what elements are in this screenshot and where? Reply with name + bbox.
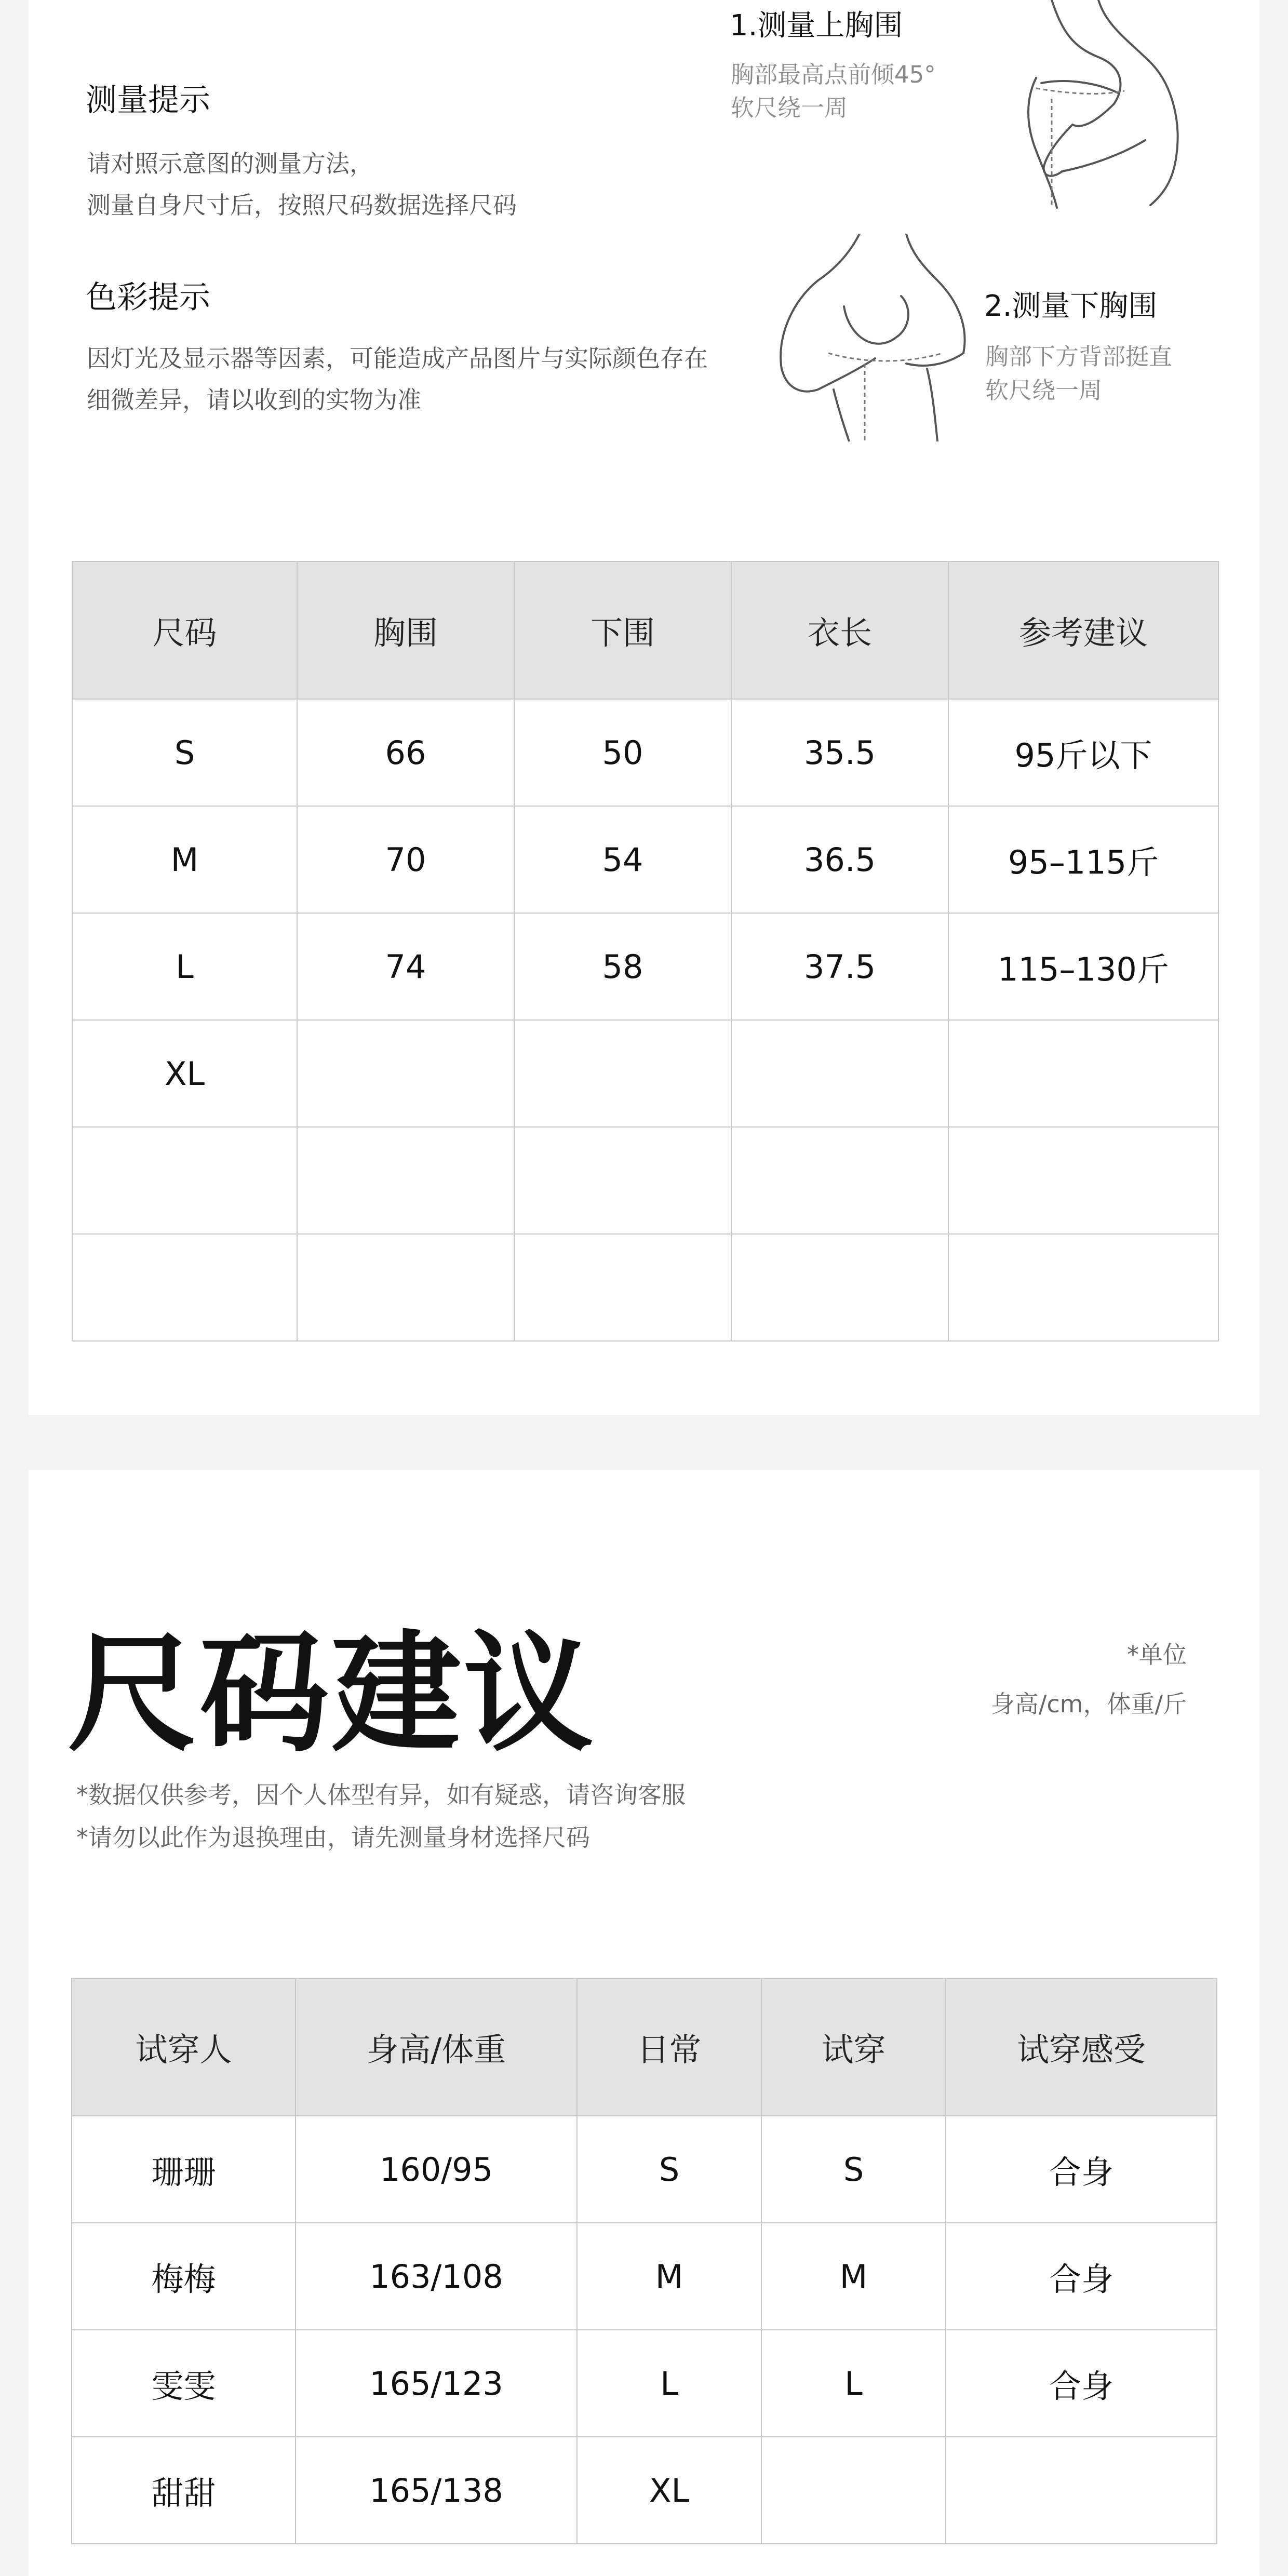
trial-size-cell — [761, 2437, 946, 2544]
trial-table-row — [72, 2116, 1217, 2223]
size-cell: S — [72, 699, 297, 806]
height-weight-cell: 160/95 — [296, 2116, 577, 2223]
tester-name-cell: 梅梅 — [72, 2223, 296, 2330]
suggestion-cell — [948, 1234, 1218, 1341]
height-weight-cell: 165/138 — [296, 2437, 577, 2544]
underbust-cell — [514, 1234, 731, 1341]
size-suggestion-card — [29, 1470, 1259, 2576]
size-cell — [72, 1127, 297, 1234]
size-table-header-row — [72, 561, 1218, 699]
height-weight-cell: 163/108 — [296, 2223, 577, 2330]
length-cell: 36.5 — [731, 806, 948, 913]
bust-cell — [297, 1020, 514, 1127]
size-table-header: 胸围 — [297, 561, 514, 699]
trial-table-header: 身高/体重 — [296, 1978, 577, 2116]
trial-table-header: 日常 — [577, 1978, 761, 2116]
fit-feedback-cell: 合身 — [946, 2116, 1217, 2223]
length-cell — [731, 1127, 948, 1234]
size-cell: L — [72, 913, 297, 1020]
height-weight-cell: 165/123 — [296, 2330, 577, 2437]
suggestion-cell — [948, 1020, 1218, 1127]
underbust-cell: 58 — [514, 913, 731, 1020]
usual-size-cell: L — [577, 2330, 761, 2437]
usual-size-cell: S — [577, 2116, 761, 2223]
tester-name-cell: 珊珊 — [72, 2116, 296, 2223]
size-table-row — [72, 1234, 1218, 1341]
trial-table-row — [72, 2437, 1217, 2544]
usual-size-cell: XL — [577, 2437, 761, 2544]
measure-tip-line-1: 请对照示意图的测量方法， — [87, 150, 373, 178]
trial-table-row — [72, 2223, 1217, 2330]
under-bust-illustration — [771, 234, 989, 441]
color-tip-line-1: 因灯光及显示器等因素，可能造成产品图片与实际颜色存在 — [87, 344, 708, 372]
fit-feedback-cell — [946, 2437, 1217, 2544]
suggestion-cell: 95–115斤 — [948, 806, 1218, 913]
unit-text: 身高/cm，体重/斤 — [990, 1690, 1187, 1718]
suggestion-cell: 95斤以下 — [948, 699, 1218, 806]
trial-table-header: 试穿感受 — [946, 1978, 1217, 2116]
size-table-header: 尺码 — [72, 561, 297, 699]
figure1-title: 1.测量上胸围 — [730, 9, 903, 43]
underbust-cell — [514, 1020, 731, 1127]
measure-tip-heading: 测量提示 — [86, 82, 210, 118]
size-guide-card — [29, 0, 1259, 1415]
size-table-row — [72, 1127, 1218, 1234]
fit-feedback-cell: 合身 — [946, 2223, 1217, 2330]
trial-table-header: 试穿人 — [72, 1978, 296, 2116]
length-cell: 37.5 — [731, 913, 948, 1020]
size-table-header: 参考建议 — [948, 561, 1218, 699]
bust-cell — [297, 1234, 514, 1341]
measure-tip-line-2: 测量自身尺寸后，按照尺码数据选择尺码 — [87, 191, 517, 219]
unit-label: *单位 — [1127, 1641, 1187, 1669]
suggestion-cell — [948, 1127, 1218, 1234]
trial-table-header-row — [72, 1978, 1217, 2116]
length-cell: 35.5 — [731, 699, 948, 806]
size-cell — [72, 1234, 297, 1341]
disclaimer-line-1: *数据仅供参考，因个人体型有异，如有疑惑，请咨询客服 — [76, 1781, 686, 1809]
size-table-row — [72, 699, 1218, 806]
size-table-header: 下围 — [514, 561, 731, 699]
suggestion-cell: 115–130斤 — [948, 913, 1218, 1020]
bust-cell: 74 — [297, 913, 514, 1020]
trial-size-cell: S — [761, 2116, 946, 2223]
size-table-row — [72, 1020, 1218, 1127]
disclaimer-line-2: *请勿以此作为退换理由，请先测量身材选择尺码 — [76, 1823, 590, 1852]
size-table-row — [72, 806, 1218, 913]
underbust-cell: 54 — [514, 806, 731, 913]
usual-size-cell: M — [577, 2223, 761, 2330]
length-cell — [731, 1234, 948, 1341]
trial-table — [71, 1978, 1217, 2544]
size-table-header: 衣长 — [731, 561, 948, 699]
size-cell: XL — [72, 1020, 297, 1127]
size-table — [72, 561, 1219, 1341]
size-table-row — [72, 913, 1218, 1020]
trial-size-cell: M — [761, 2223, 946, 2330]
figure2-line-2: 软尺绕一周 — [985, 377, 1103, 404]
underbust-cell — [514, 1127, 731, 1234]
figure2-title: 2.测量下胸围 — [984, 289, 1158, 323]
upper-bust-illustration — [995, 0, 1233, 213]
bust-cell: 66 — [297, 699, 514, 806]
tester-name-cell: 甜甜 — [72, 2437, 296, 2544]
bust-cell — [297, 1127, 514, 1234]
tester-name-cell: 雯雯 — [72, 2330, 296, 2437]
trial-table-header: 试穿 — [761, 1978, 946, 2116]
figure1-line-2: 软尺绕一周 — [731, 94, 848, 122]
figure2-line-1: 胸部下方背部挺直 — [985, 343, 1173, 370]
figure1-line-1: 胸部最高点前倾45° — [731, 61, 936, 88]
size-cell: M — [72, 806, 297, 913]
trial-size-cell: L — [761, 2330, 946, 2437]
length-cell — [731, 1020, 948, 1127]
bust-cell: 70 — [297, 806, 514, 913]
fit-feedback-cell: 合身 — [946, 2330, 1217, 2437]
trial-table-row — [72, 2330, 1217, 2437]
size-suggestion-title: 尺码建议 — [68, 1618, 595, 1769]
underbust-cell: 50 — [514, 699, 731, 806]
color-tip-heading: 色彩提示 — [86, 279, 210, 316]
color-tip-line-2: 细微差异，请以收到的实物为准 — [87, 386, 421, 414]
